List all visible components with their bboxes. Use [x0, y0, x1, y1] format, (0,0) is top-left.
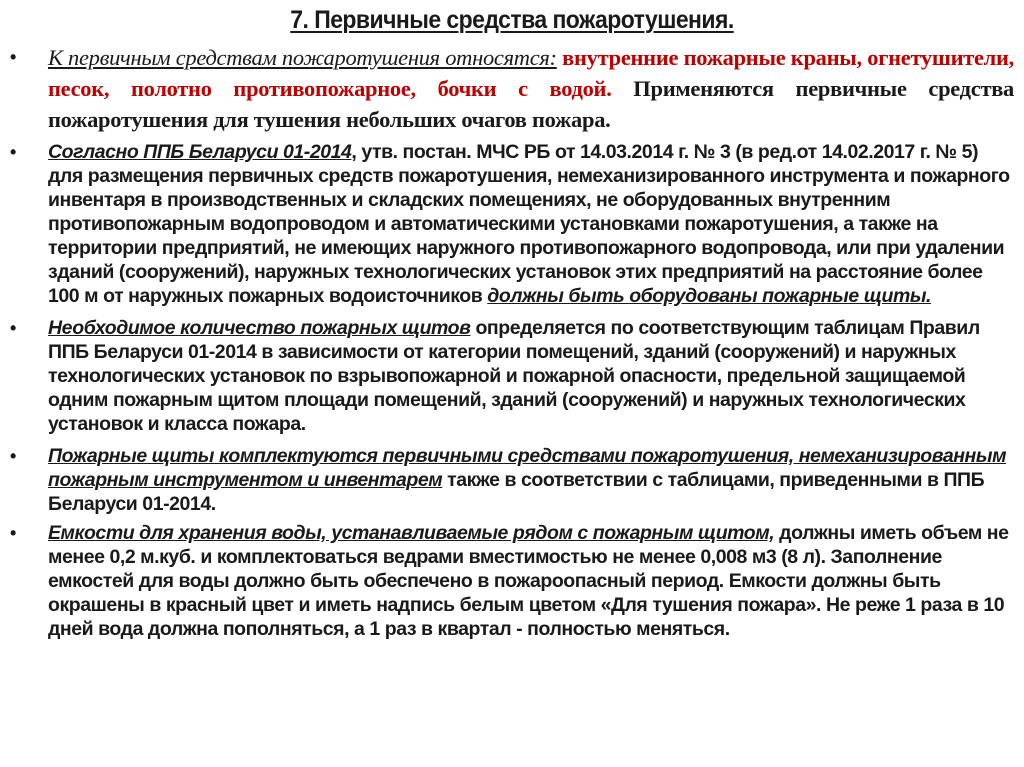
bullet-shield-quantity	[0, 316, 1024, 436]
bullet-primary-means	[0, 42, 1024, 135]
bullet-text: должны иметь объем не менее 0,2 м.куб. и комплектоваться ведрами вместимостью не менее 0,008 м3 (8 л). Заполнение емкостей для воды должно быть обеспечено в пожароопасный период. Емкости должны быть окрашены в красный цвет и иметь надпись белым цветом «Для тушения пожара». Не реже 1 раза в 10 дней вода должна пополняться, а 1 раз в квартал - полностью меняться.	[48, 522, 1009, 640]
bullet-dot-icon: •	[10, 318, 16, 338]
bullet-lead: К первичным средствам пожаротушения относятся:	[48, 45, 557, 70]
bullet-highlight-red: внутренние пожарные краны, огнетушители, песок, полотно противопожарное, бочки с водой.	[48, 45, 1014, 101]
bullet-text: Применяются первичные средства пожаротушения для тушения небольших очагов пожара.	[48, 76, 1014, 132]
bullet-text: также в соответствии с таблицами, приведенными в ППБ Беларуси 01-2014.	[48, 469, 985, 515]
slide-title	[41, 6, 983, 35]
bullet-lead: Пожарные щиты комплектуются первичными средствами пожаротушения, немеханизированным пожарным инструментом и инвентарем	[48, 445, 1007, 491]
slide-title-text: 7. Первичные средства пожаротушения.	[290, 6, 734, 34]
bullet-water-tanks	[0, 521, 1024, 641]
bullet-dot-icon: •	[10, 446, 16, 466]
bullet-lead: Необходимое количество пожарных щитов	[48, 317, 471, 339]
bullet-ppb-regulation	[0, 140, 1024, 308]
bullet-lead: Емкости для хранения воды, устанавливаемые рядом с пожарным щитом,	[48, 522, 775, 544]
bullet-shield-equipment	[0, 444, 1024, 516]
bullet-text: определяется по соответствующим таблицам Правил ППБ Беларуси 01-2014 в зависимости от категории помещений, зданий (сооружений) и наружных технологических установок по взрывопожарной и пожарной опасности, предельной защищаемой одним пожарным щитом площади помещений, зданий (сооружений) и наружных технологических установок и класса пожара.	[48, 317, 980, 435]
bullet-dot-icon: •	[10, 142, 16, 162]
bullet-text: , утв. постан. МЧС РБ от 14.03.2014 г. № 3 (в ред.от 14.02.2017 г. № 5) для размещения первичных средств пожаротушения, немеханизированного инструмента и пожарного инвентаря в производственных и складских помещениях, не оборудованных внутренним противопожарным водопроводом и автоматическими установками пожаротушения, а также на территории предприятий, не имеющих наружного противопожарного водопровода, или при удалении зданий (сооружений), наружных технологических установок этих предприятий на расстояние более 100 м от наружных пожарных водоисточников	[48, 141, 1010, 307]
bullet-dot-icon: •	[10, 523, 16, 543]
bullet-list	[0, 42, 1024, 641]
bullet-emphasis: должны быть оборудованы пожарные щиты.	[487, 285, 932, 307]
bullet-dot-icon: •	[10, 47, 17, 67]
bullet-lead: Согласно ППБ Беларуси 01-2014	[48, 141, 352, 163]
